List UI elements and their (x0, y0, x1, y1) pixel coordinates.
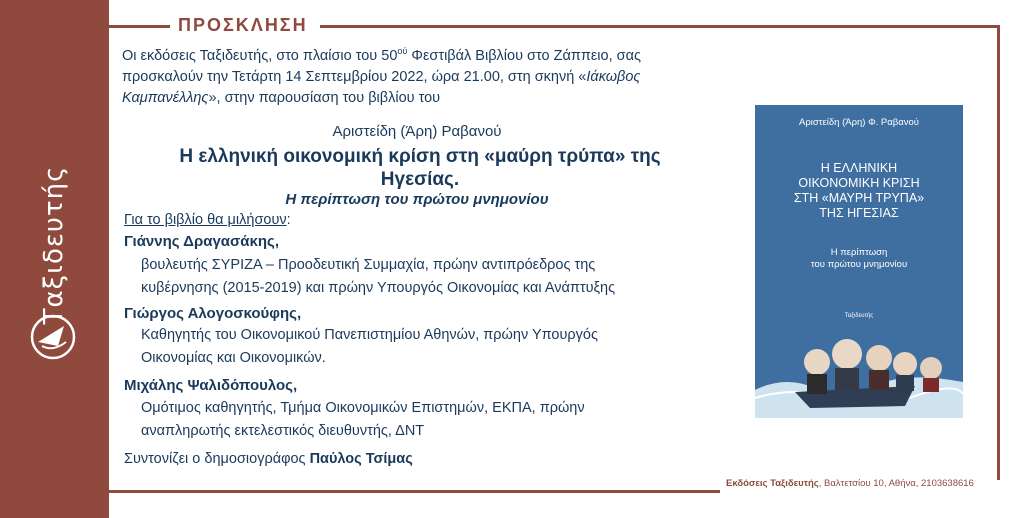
footer-publisher: Εκδόσεις Ταξιδευτής (726, 478, 819, 489)
speaker-description (141, 254, 701, 300)
frame-bottom-line (109, 490, 720, 493)
book-title: Η ελληνική οικονομική κρίση στη «μαύρη τρύπα» της Ηγεσίας. (179, 146, 661, 190)
intro-text-2: Φεστιβάλ Βιβλίου στο Ζάππειο, σας προσκαλούν την Τετάρτη 14 Σεπτεμβρίου 2022, ώρα 21.00, στη σκηνή « (122, 48, 641, 85)
book-cover-image (755, 105, 963, 418)
footer-address: , Βαλτετσίου 10, Αθήνα, 2103638616 (818, 478, 974, 489)
speaker-name: Μιχάλης Ψαλιδόπουλος, (124, 377, 298, 394)
speaker-desc-line: κυβέρνησης (2015-2019) και πρώην Υπουργός Οικονομίας και Ανάπτυξης (141, 280, 616, 296)
speakers-heading-text: Για το βιβλίο θα μιλήσουν (124, 212, 287, 228)
cover-author: Αριστείδη (Άρη) Φ. Ραβανού (799, 117, 919, 128)
moderator-prefix: Συντονίζει ο δημοσιογράφος (124, 451, 310, 467)
speaker-name: Γιάννης Δραγασάκης, (124, 233, 280, 250)
book-author: Αριστείδη (Άρη) Ραβανού (332, 123, 502, 140)
cover-publisher: Ταξιδευτής (844, 313, 874, 319)
speaker-description (141, 324, 701, 370)
speakers-heading (124, 212, 291, 228)
cover-subtitle: Η περίπτωση του πρώτου μνημονίου (810, 247, 908, 270)
intro-text-1: Οι εκδόσεις Ταξιδευτής, στο πλαίσιο του 50 (122, 48, 398, 64)
brand-sidebar (0, 0, 109, 518)
frame-right-line (997, 25, 1000, 480)
speaker-desc-line: βουλευτής ΣΥΡΙΖΑ – Προοδευτική Συμμαχία, πρώην αντιπρόεδρος της (141, 257, 596, 273)
publisher-footer (726, 478, 974, 489)
moderator-line (124, 451, 413, 467)
intro-text-3: », στην παρουσίαση του βιβλίου του (208, 90, 441, 106)
stage-name: Ιάκωβος Καμπανέλλης (122, 69, 641, 106)
intro-paragraph (122, 46, 722, 109)
speaker-desc-line: Καθηγητής του Οικονομικού Πανεπιστημίου Αθηνών, πρώην Υπουργός (141, 327, 598, 343)
ordinal-superscript: ού (397, 46, 408, 57)
cover-title: Η ΕΛΛΗΝΙΚΗ ΟΙΚΟΝΟΜΙΚΗ ΚΡΙΣΗ ΣΤΗ «ΜΑΥΡΗ ΤΡΥΠΑ» ΤΗΣ ΗΓΕΣΙΑΣ (793, 161, 925, 220)
cover-illustration (755, 320, 963, 418)
publisher-logo-icon (28, 312, 78, 362)
speaker-name: Γιώργος Αλογοσκούφης, (124, 305, 302, 322)
invitation-title: ΠΡΟΣΚΛΗΣΗ (178, 15, 308, 35)
speaker-desc-line: αναπληρωτής εκτελεστικός διευθυντής, ΔΝΤ (141, 423, 425, 439)
speaker-desc-line: Οικονομίας και Οικονομικών. (141, 350, 326, 366)
book-subtitle: Η περίπτωση του πρώτου μνημονίου (285, 191, 549, 208)
speaker-description (141, 397, 701, 443)
speaker-desc-line: Ομότιμος καθηγητής, Τμήμα Οικονομικών Επιστημών, ΕΚΠΑ, πρώην (141, 400, 585, 416)
brand-name-vertical: Ταξιδευτής (39, 165, 69, 325)
moderator-name: Παύλος Τσίμας (309, 451, 413, 467)
speakers-heading-colon: : (286, 212, 291, 228)
